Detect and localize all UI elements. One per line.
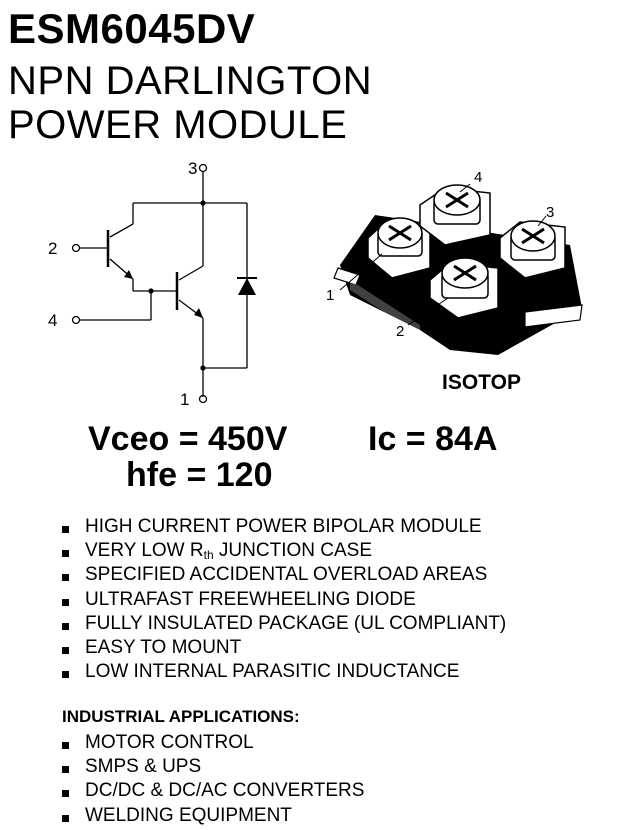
application-item xyxy=(62,755,364,779)
package-name: ISOTOP xyxy=(442,371,521,394)
spec-ic: Ic = 84A xyxy=(368,420,498,458)
terminal-screw-2 xyxy=(442,258,488,298)
applications-list xyxy=(62,731,364,828)
pkg-pin-4-label: 4 xyxy=(474,169,483,186)
pin-2-label: 2 xyxy=(48,239,58,258)
application-text: WELDING EQUIPMENT xyxy=(85,804,292,826)
feature-text: HIGH CURRENT POWER BIPOLAR MODULE xyxy=(85,516,482,537)
bullet-square-icon xyxy=(62,599,69,606)
applications-heading: INDUSTRIAL APPLICATIONS: xyxy=(62,707,300,726)
feature-text: SPECIFIED ACCIDENTAL OVERLOAD AREAS xyxy=(85,564,488,586)
pin-4-terminal xyxy=(73,317,80,324)
feature-item xyxy=(62,636,506,660)
feature-item xyxy=(62,515,506,539)
bullet-square-icon xyxy=(62,623,69,630)
feature-text-suffix: JUNCTION CASE xyxy=(213,540,372,562)
feature-item xyxy=(62,660,506,684)
isotop-package-drawing xyxy=(320,160,610,365)
bullet-square-icon xyxy=(62,647,69,654)
pin-2-terminal xyxy=(73,245,80,252)
pkg-pin-1-label: 1 xyxy=(326,287,335,304)
feature-text: LOW INTERNAL PARASITIC INDUCTANCE xyxy=(85,661,460,683)
terminal-screw-1 xyxy=(378,218,422,256)
pin-3-label: 3 xyxy=(188,159,198,178)
feature-item xyxy=(62,563,506,587)
bullet-square-icon xyxy=(62,574,69,581)
bullet-square-icon xyxy=(62,790,69,797)
application-text: DC/DC & DC/AC CONVERTERS xyxy=(85,780,365,802)
feature-text: EASY TO MOUNT xyxy=(85,637,242,659)
feature-item xyxy=(62,588,506,612)
bullet-square-icon xyxy=(62,815,69,822)
pin-4-label: 4 xyxy=(48,311,58,330)
feature-item xyxy=(62,539,506,563)
pkg-pin-2-label: 2 xyxy=(396,323,405,340)
feature-text: ULTRAFAST FREEWHEELING DIODE xyxy=(85,588,416,610)
feature-text-prefix: VERY LOW R xyxy=(85,540,204,562)
feature-subscript: th xyxy=(203,548,214,563)
device-type-line1: NPN DARLINGTON xyxy=(8,59,373,103)
bullet-square-icon xyxy=(62,766,69,773)
application-text: SMPS & UPS xyxy=(85,756,202,778)
bullet-square-icon xyxy=(62,550,69,557)
feature-text: FULLY INSULATED PACKAGE (UL COMPLIANT) xyxy=(85,612,507,634)
spec-vceo: Vceo = 450V xyxy=(88,420,288,458)
part-number: ESM6045DV xyxy=(8,5,256,52)
feature-list xyxy=(62,515,506,684)
pkg-pin-3-label: 3 xyxy=(546,204,555,221)
diode-symbol xyxy=(238,278,256,295)
darlington-schematic xyxy=(40,150,280,410)
application-item xyxy=(62,779,364,803)
terminal-screw-3 xyxy=(511,221,555,260)
pin-1-label: 1 xyxy=(180,390,190,409)
spec-hfe: hfe = 120 xyxy=(126,456,273,494)
application-item xyxy=(62,731,364,755)
device-type-line2: POWER MODULE xyxy=(8,103,348,147)
feature-item xyxy=(62,612,506,636)
pin-3-terminal xyxy=(200,165,207,172)
application-text: MOTOR CONTROL xyxy=(85,732,254,753)
application-item xyxy=(62,804,364,828)
bullet-square-icon xyxy=(62,671,69,678)
bullet-square-icon xyxy=(62,526,69,533)
terminal-screw-4 xyxy=(434,185,480,224)
bullet-square-icon xyxy=(62,742,69,749)
